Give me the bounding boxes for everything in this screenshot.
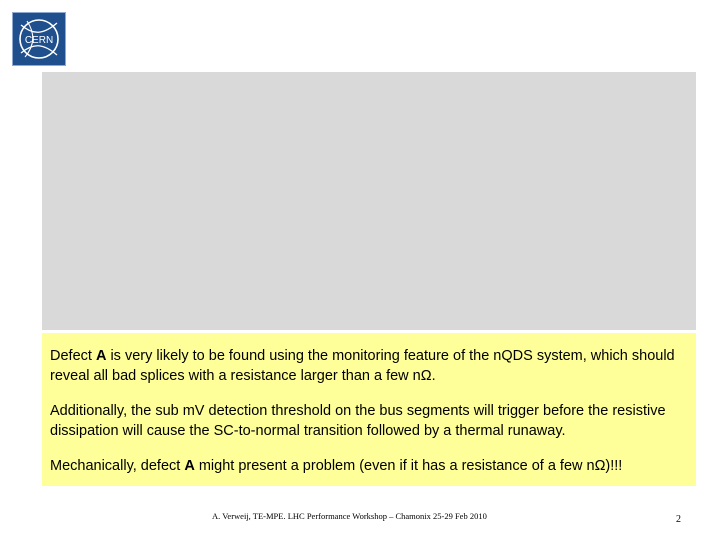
page-number: 2 (676, 514, 681, 525)
paragraph-defect-detection (50, 346, 688, 386)
paragraph-text: might present a problem (even if it has a resistance of a few nΩ)!!! (194, 458, 623, 474)
cern-logo-graphic (13, 13, 65, 65)
cern-logo (12, 12, 66, 66)
cern-logo-text: CERN (24, 35, 54, 46)
highlight-textbox (42, 333, 696, 486)
paragraph-text: Mechanically, defect (50, 458, 185, 474)
footer-citation: A. Verweij, TE-MPE. LHC Performance Workshop – Chamonix 25-29 Feb 2010 (212, 511, 487, 521)
paragraph-text: Defect (50, 348, 96, 364)
paragraph-mechanical (50, 456, 688, 476)
paragraph-threshold: Additionally, the sub mV detection threshold on the bus segments will trigger before the resistive dissipation will cause the SC-to-normal transition followed by a thermal runaway. (50, 403, 666, 439)
figure-placeholder (42, 72, 696, 330)
defect-label: A (95, 348, 107, 364)
paragraph-text: is very likely to be found using the monitoring feature of the nQDS system, which should reveal all bad splices with a resistance larger than a few nΩ. (50, 348, 675, 384)
defect-label: A (184, 458, 195, 474)
